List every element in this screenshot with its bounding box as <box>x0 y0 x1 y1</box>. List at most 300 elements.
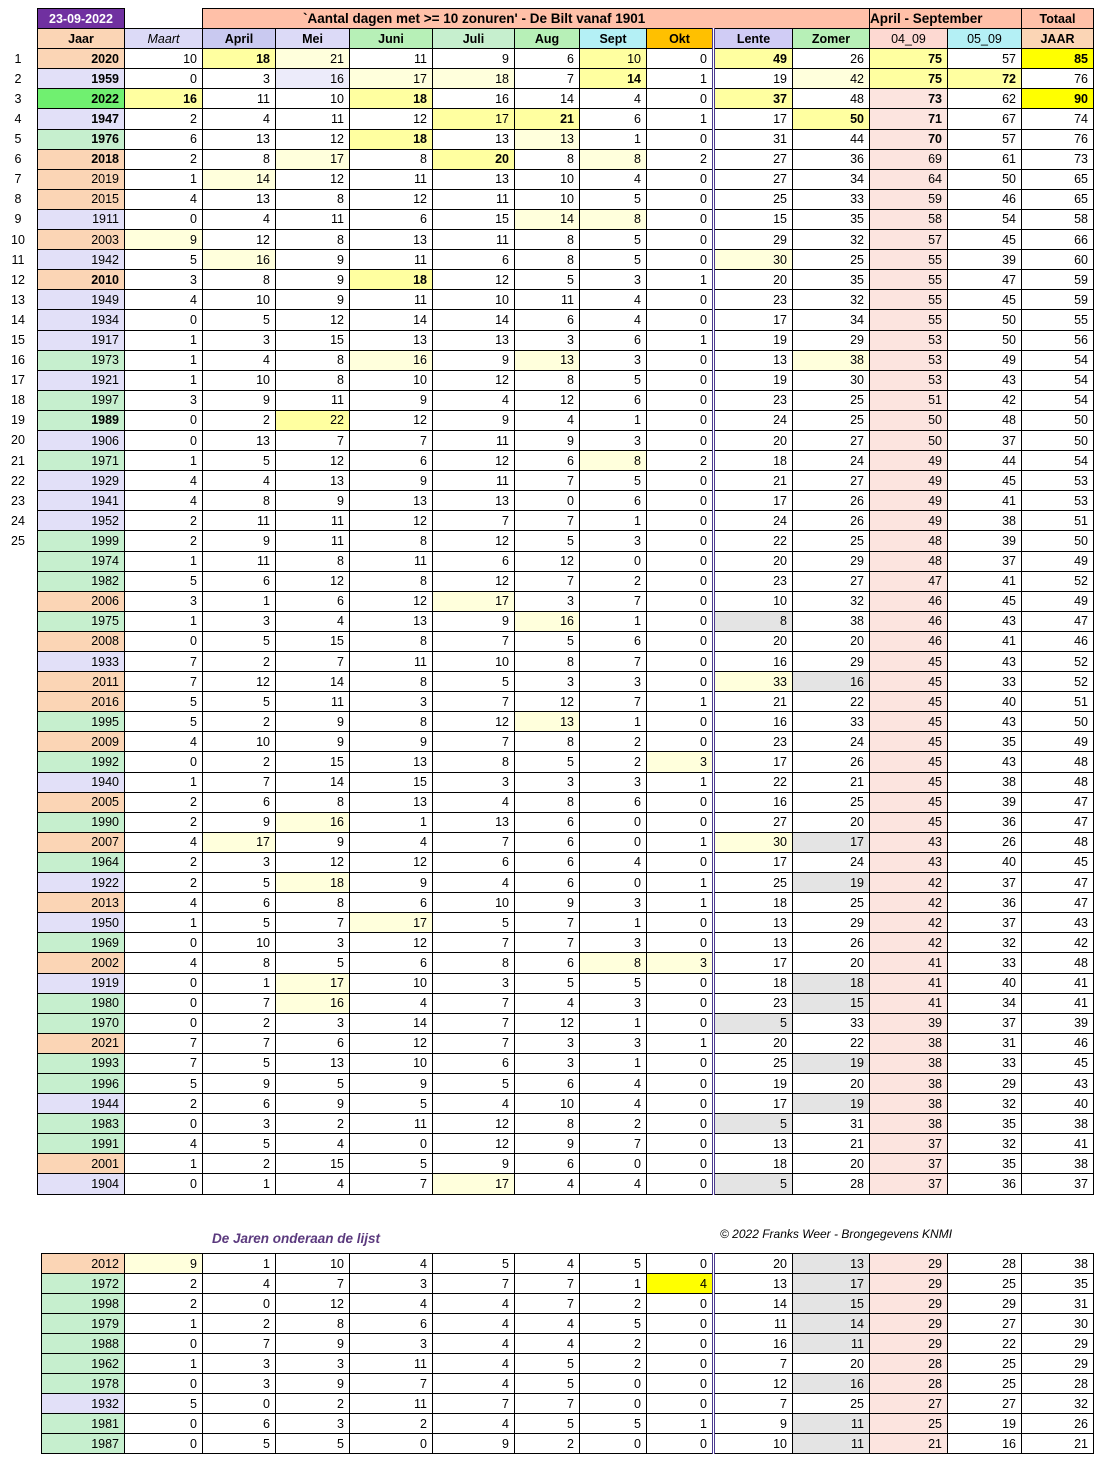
cell-juli: 9 <box>433 1434 515 1454</box>
cell-juli: 5 <box>433 1073 515 1093</box>
cell-jaar: 35 <box>1022 1274 1094 1294</box>
cell-mei: 12 <box>276 310 350 330</box>
cell-05_09: 43 <box>948 611 1022 631</box>
cell-jaar: 45 <box>1022 852 1094 872</box>
year-cell: 2016 <box>38 692 125 712</box>
cell-mei: 11 <box>276 209 350 229</box>
cell-jaar: 53 <box>1022 471 1094 491</box>
cell-mei: 8 <box>276 792 350 812</box>
cell-maart: 0 <box>125 430 203 450</box>
cell-maart: 4 <box>125 732 203 752</box>
cell-mei: 14 <box>276 672 350 692</box>
cell-okt: 0 <box>647 792 714 812</box>
cell-zomer: 27 <box>793 471 870 491</box>
cell-aug: 5 <box>515 1414 580 1434</box>
cell-lente: 24 <box>714 511 793 531</box>
table-row <box>38 430 1094 450</box>
cell-sept: 2 <box>580 571 647 591</box>
cell-lente: 7 <box>714 1394 793 1414</box>
cell-okt: 0 <box>647 652 714 672</box>
cell-okt: 0 <box>647 129 714 149</box>
cell-jaar: 60 <box>1022 250 1094 270</box>
year-cell: 1959 <box>38 69 125 89</box>
table-row <box>42 1294 1094 1314</box>
cell-05_09: 38 <box>948 511 1022 531</box>
cell-okt: 0 <box>647 631 714 651</box>
cell-04_09: 55 <box>870 290 948 310</box>
cell-okt: 0 <box>647 410 714 430</box>
cell-mei: 9 <box>276 1374 350 1394</box>
cell-lente: 25 <box>714 189 793 209</box>
cell-okt: 0 <box>647 812 714 832</box>
cell-zomer: 15 <box>793 993 870 1013</box>
cell-aug: 4 <box>515 410 580 430</box>
cell-juli: 13 <box>433 330 515 350</box>
cell-april: 9 <box>203 812 276 832</box>
cell-juni: 13 <box>350 330 433 350</box>
cell-lente: 18 <box>714 893 793 913</box>
cell-juni: 11 <box>350 1114 433 1134</box>
cell-zomer: 11 <box>793 1334 870 1354</box>
cell-04_09: 47 <box>870 571 948 591</box>
cell-okt: 1 <box>647 893 714 913</box>
cell-okt: 0 <box>647 511 714 531</box>
cell-mei: 16 <box>276 993 350 1013</box>
cell-mei: 9 <box>276 290 350 310</box>
cell-april: 1 <box>203 1174 276 1194</box>
year-cell: 1906 <box>38 430 125 450</box>
cell-zomer: 32 <box>793 290 870 310</box>
cell-05_09: 36 <box>948 893 1022 913</box>
cell-okt: 1 <box>647 692 714 712</box>
table-row <box>38 591 1094 611</box>
cell-aug: 5 <box>515 973 580 993</box>
table-row <box>38 531 1094 551</box>
cell-mei: 4 <box>276 1174 350 1194</box>
cell-lente: 16 <box>714 1334 793 1354</box>
cell-05_09: 45 <box>948 290 1022 310</box>
cell-juli: 4 <box>433 1094 515 1114</box>
table-row <box>38 812 1094 832</box>
cell-05_09: 41 <box>948 631 1022 651</box>
year-cell: 2013 <box>38 893 125 913</box>
cell-juni: 8 <box>350 571 433 591</box>
cell-sept: 4 <box>580 1073 647 1093</box>
cell-05_09: 44 <box>948 451 1022 471</box>
cell-aug: 11 <box>515 290 580 310</box>
cell-maart: 0 <box>125 1374 203 1394</box>
cell-05_09: 32 <box>948 933 1022 953</box>
table-row <box>38 631 1094 651</box>
cell-okt: 0 <box>647 1314 714 1334</box>
cell-juni: 6 <box>350 893 433 913</box>
cell-aug: 8 <box>515 1114 580 1134</box>
cell-juni: 13 <box>350 230 433 250</box>
cell-juni: 6 <box>350 953 433 973</box>
cell-juli: 8 <box>433 752 515 772</box>
cell-april: 3 <box>203 1114 276 1134</box>
cell-05_09: 41 <box>948 491 1022 511</box>
cell-okt: 1 <box>647 1414 714 1434</box>
cell-april: 3 <box>203 611 276 631</box>
cell-05_09: 61 <box>948 149 1022 169</box>
cell-juni: 13 <box>350 752 433 772</box>
cell-04_09: 38 <box>870 1053 948 1073</box>
cell-juli: 17 <box>433 1174 515 1194</box>
cell-05_09: 35 <box>948 1154 1022 1174</box>
year-cell: 1950 <box>38 913 125 933</box>
cell-juli: 4 <box>433 1334 515 1354</box>
cell-okt: 0 <box>647 430 714 450</box>
cell-lente: 17 <box>714 491 793 511</box>
cell-aug: 21 <box>515 109 580 129</box>
cell-lente: 22 <box>714 772 793 792</box>
table-row <box>38 1094 1094 1114</box>
cell-mei: 15 <box>276 330 350 350</box>
cell-maart: 4 <box>125 189 203 209</box>
year-cell: 1973 <box>38 350 125 370</box>
cell-juli: 16 <box>433 89 515 109</box>
cell-lente: 13 <box>714 913 793 933</box>
cell-sept: 6 <box>580 390 647 410</box>
cell-april: 8 <box>203 149 276 169</box>
table-row <box>42 1394 1094 1414</box>
cell-jaar: 43 <box>1022 913 1094 933</box>
year-cell: 1969 <box>38 933 125 953</box>
cell-juni: 4 <box>350 832 433 852</box>
cell-05_09: 62 <box>948 89 1022 109</box>
cell-juli: 7 <box>433 993 515 1013</box>
cell-04_09: 59 <box>870 189 948 209</box>
cell-04_09: 28 <box>870 1374 948 1394</box>
rank-number: 11 <box>11 252 25 267</box>
cell-juli: 7 <box>433 511 515 531</box>
cell-aug: 6 <box>515 1154 580 1174</box>
cell-mei: 11 <box>276 692 350 712</box>
cell-05_09: 47 <box>948 270 1022 290</box>
cell-juli: 12 <box>433 1114 515 1134</box>
cell-april: 2 <box>203 1154 276 1174</box>
cell-05_09: 29 <box>948 1073 1022 1093</box>
cell-lente: 16 <box>714 712 793 732</box>
cell-aug: 12 <box>515 1013 580 1033</box>
cell-okt: 0 <box>647 290 714 310</box>
table-row <box>38 772 1094 792</box>
cell-zomer: 11 <box>793 1434 870 1454</box>
cell-mei: 17 <box>276 973 350 993</box>
cell-april: 11 <box>203 89 276 109</box>
rank-number: 3 <box>14 91 22 106</box>
cell-04_09: 45 <box>870 792 948 812</box>
rank-number: 21 <box>11 453 25 468</box>
cell-april: 5 <box>203 1434 276 1454</box>
cell-april: 17 <box>203 832 276 852</box>
cell-aug: 7 <box>515 1394 580 1414</box>
cell-04_09: 37 <box>870 1174 948 1194</box>
cell-05_09: 27 <box>948 1314 1022 1334</box>
cell-okt: 0 <box>647 732 714 752</box>
cell-maart: 5 <box>125 1394 203 1414</box>
cell-04_09: 48 <box>870 551 948 571</box>
cell-zomer: 25 <box>793 250 870 270</box>
cell-sept: 5 <box>580 250 647 270</box>
cell-juli: 6 <box>433 1053 515 1073</box>
cell-okt: 1 <box>647 69 714 89</box>
year-cell: 1990 <box>38 812 125 832</box>
cell-juni: 4 <box>350 1254 433 1274</box>
cell-05_09: 40 <box>948 973 1022 993</box>
cell-04_09: 37 <box>870 1154 948 1174</box>
cell-maart: 7 <box>125 672 203 692</box>
cell-zomer: 16 <box>793 1374 870 1394</box>
cell-april: 0 <box>203 1394 276 1414</box>
cell-juli: 7 <box>433 692 515 712</box>
table-row <box>38 1073 1094 1093</box>
cell-aug: 16 <box>515 611 580 631</box>
cell-juli: 13 <box>433 491 515 511</box>
year-cell: 1944 <box>38 1094 125 1114</box>
table-row <box>42 1354 1094 1374</box>
cell-okt: 1 <box>647 832 714 852</box>
cell-maart: 1 <box>125 611 203 631</box>
year-cell: 1998 <box>42 1294 125 1314</box>
cell-sept: 10 <box>580 49 647 69</box>
cell-aug: 13 <box>515 129 580 149</box>
cell-sept: 3 <box>580 1033 647 1053</box>
cell-maart: 3 <box>125 270 203 290</box>
cell-juli: 11 <box>433 230 515 250</box>
cell-04_09: 45 <box>870 752 948 772</box>
cell-05_09: 43 <box>948 712 1022 732</box>
cell-okt: 0 <box>647 551 714 571</box>
cell-05_09: 40 <box>948 692 1022 712</box>
cell-aug: 7 <box>515 1274 580 1294</box>
cell-lente: 10 <box>714 591 793 611</box>
cell-april: 7 <box>203 1033 276 1053</box>
cell-zomer: 33 <box>793 1013 870 1033</box>
cell-april: 8 <box>203 491 276 511</box>
cell-05_09: 67 <box>948 109 1022 129</box>
table-row <box>38 551 1094 571</box>
table-row <box>38 1134 1094 1154</box>
cell-juni: 12 <box>350 410 433 430</box>
cell-zomer: 26 <box>793 511 870 531</box>
cell-lente: 27 <box>714 169 793 189</box>
cell-maart: 1 <box>125 772 203 792</box>
table-row <box>38 571 1094 591</box>
cell-maart: 1 <box>125 330 203 350</box>
cell-jaar: 47 <box>1022 792 1094 812</box>
cell-zomer: 15 <box>793 1294 870 1314</box>
cell-april: 7 <box>203 993 276 1013</box>
cell-juni: 18 <box>350 129 433 149</box>
cell-zomer: 29 <box>793 652 870 672</box>
cell-juli: 7 <box>433 1013 515 1033</box>
cell-sept: 3 <box>580 993 647 1013</box>
cell-jaar: 51 <box>1022 692 1094 712</box>
cell-05_09: 33 <box>948 1053 1022 1073</box>
cell-05_09: 45 <box>948 230 1022 250</box>
cell-okt: 0 <box>647 571 714 591</box>
cell-mei: 11 <box>276 390 350 410</box>
cell-juli: 12 <box>433 531 515 551</box>
cell-lente: 21 <box>714 471 793 491</box>
cell-sept: 2 <box>580 732 647 752</box>
cell-april: 2 <box>203 752 276 772</box>
cell-maart: 0 <box>125 1414 203 1434</box>
cell-04_09: 38 <box>870 1033 948 1053</box>
cell-lente: 25 <box>714 1053 793 1073</box>
cell-04_09: 53 <box>870 350 948 370</box>
cell-04_09: 45 <box>870 732 948 752</box>
cell-okt: 3 <box>647 953 714 973</box>
cell-05_09: 36 <box>948 812 1022 832</box>
cell-april: 4 <box>203 109 276 129</box>
cell-04_09: 43 <box>870 852 948 872</box>
column-header-05_09: 05_09 <box>948 29 1022 49</box>
cell-aug: 9 <box>515 893 580 913</box>
cell-sept: 5 <box>580 973 647 993</box>
year-cell: 1995 <box>38 712 125 732</box>
table-row <box>38 953 1094 973</box>
cell-okt: 0 <box>647 209 714 229</box>
cell-04_09: 42 <box>870 893 948 913</box>
cell-okt: 0 <box>647 993 714 1013</box>
cell-lente: 19 <box>714 330 793 350</box>
column-header-04_09: 04_09 <box>870 29 948 49</box>
cell-april: 1 <box>203 973 276 993</box>
cell-okt: 0 <box>647 1174 714 1194</box>
cell-maart: 7 <box>125 1053 203 1073</box>
cell-mei: 10 <box>276 89 350 109</box>
cell-zomer: 25 <box>793 1394 870 1414</box>
cell-april: 13 <box>203 189 276 209</box>
cell-zomer: 50 <box>793 109 870 129</box>
cell-sept: 5 <box>580 1254 647 1274</box>
cell-maart: 1 <box>125 370 203 390</box>
cell-april: 5 <box>203 631 276 651</box>
cell-juni: 5 <box>350 1094 433 1114</box>
cell-aug: 6 <box>515 49 580 69</box>
cell-maart: 1 <box>125 169 203 189</box>
cell-sept: 3 <box>580 893 647 913</box>
cell-sept: 0 <box>580 873 647 893</box>
year-cell: 1971 <box>38 451 125 471</box>
cell-zomer: 20 <box>793 631 870 651</box>
cell-lente: 18 <box>714 451 793 471</box>
year-cell: 2005 <box>38 792 125 812</box>
column-header-lente: Lente <box>714 29 793 49</box>
cell-lente: 5 <box>714 1174 793 1194</box>
cell-lente: 23 <box>714 732 793 752</box>
rank-number: 4 <box>14 111 22 126</box>
cell-maart: 2 <box>125 531 203 551</box>
title-row <box>38 9 1094 29</box>
cell-maart: 0 <box>125 631 203 651</box>
cell-jaar: 29 <box>1022 1354 1094 1374</box>
cell-lente: 5 <box>714 1013 793 1033</box>
table-row <box>38 993 1094 1013</box>
cell-april: 4 <box>203 1274 276 1294</box>
year-cell: 1929 <box>38 471 125 491</box>
cell-05_09: 22 <box>948 1334 1022 1354</box>
cell-juni: 8 <box>350 631 433 651</box>
table-row <box>38 1174 1094 1194</box>
cell-juni: 12 <box>350 591 433 611</box>
cell-jaar: 73 <box>1022 149 1094 169</box>
cell-juni: 11 <box>350 652 433 672</box>
cell-jaar: 49 <box>1022 591 1094 611</box>
cell-05_09: 37 <box>948 430 1022 450</box>
cell-jaar: 38 <box>1022 1254 1094 1274</box>
cell-05_09: 43 <box>948 652 1022 672</box>
cell-maart: 7 <box>125 652 203 672</box>
cell-mei: 13 <box>276 1053 350 1073</box>
cell-05_09: 39 <box>948 250 1022 270</box>
cell-april: 12 <box>203 230 276 250</box>
cell-04_09: 45 <box>870 712 948 732</box>
cell-zomer: 16 <box>793 672 870 692</box>
cell-juli: 3 <box>433 973 515 993</box>
table-row <box>38 471 1094 491</box>
cell-juni: 11 <box>350 1394 433 1414</box>
cell-maart: 3 <box>125 390 203 410</box>
year-cell: 1932 <box>42 1394 125 1414</box>
cell-maart: 2 <box>125 852 203 872</box>
cell-mei: 7 <box>276 913 350 933</box>
table-row <box>38 350 1094 370</box>
cell-lente: 17 <box>714 953 793 973</box>
cell-juni: 14 <box>350 1013 433 1033</box>
cell-juni: 7 <box>350 1374 433 1394</box>
cell-sept: 5 <box>580 471 647 491</box>
cell-aug: 3 <box>515 330 580 350</box>
cell-maart: 4 <box>125 953 203 973</box>
cell-lente: 20 <box>714 631 793 651</box>
cell-april: 16 <box>203 250 276 270</box>
cell-aug: 6 <box>515 852 580 872</box>
cell-lente: 33 <box>714 672 793 692</box>
cell-okt: 1 <box>647 270 714 290</box>
cell-juli: 4 <box>433 1414 515 1434</box>
cell-05_09: 43 <box>948 752 1022 772</box>
cell-maart: 1 <box>125 551 203 571</box>
cell-05_09: 49 <box>948 350 1022 370</box>
year-cell: 1911 <box>38 209 125 229</box>
cell-lente: 7 <box>714 1354 793 1374</box>
cell-lente: 14 <box>714 1294 793 1314</box>
cell-zomer: 20 <box>793 1354 870 1374</box>
table-row <box>38 752 1094 772</box>
cell-04_09: 73 <box>870 89 948 109</box>
cell-zomer: 17 <box>793 832 870 852</box>
cell-aug: 7 <box>515 933 580 953</box>
cell-okt: 0 <box>647 1134 714 1154</box>
year-cell: 1919 <box>38 973 125 993</box>
cell-lente: 16 <box>714 792 793 812</box>
year-cell: 2019 <box>38 169 125 189</box>
table-row <box>42 1374 1094 1394</box>
cell-aug: 6 <box>515 310 580 330</box>
cell-april: 7 <box>203 772 276 792</box>
table-row <box>38 1053 1094 1073</box>
cell-juni: 12 <box>350 511 433 531</box>
rank-number: 8 <box>14 192 22 207</box>
year-cell: 1993 <box>38 1053 125 1073</box>
cell-04_09: 29 <box>870 1254 948 1274</box>
cell-okt: 0 <box>647 1114 714 1134</box>
table-row <box>42 1314 1094 1334</box>
